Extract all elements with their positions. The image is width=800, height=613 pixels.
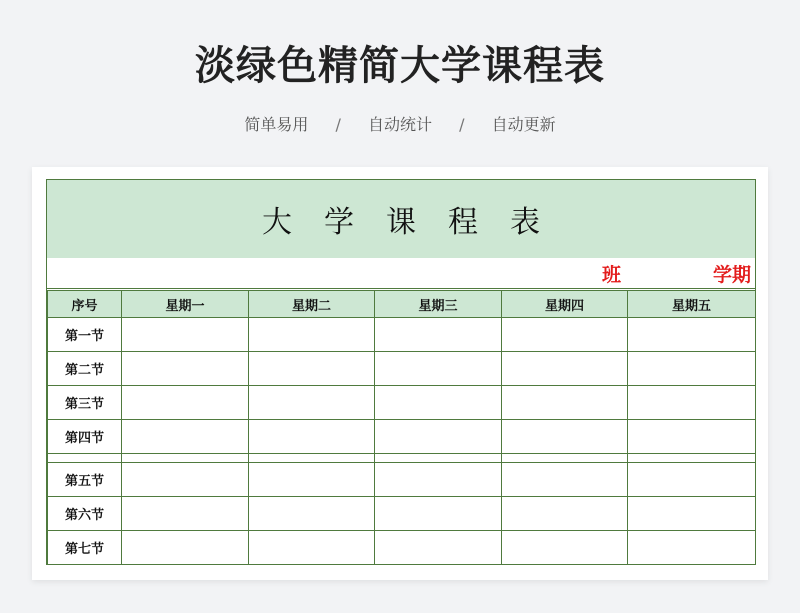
- schedule-cell[interactable]: [249, 318, 375, 352]
- schedule-cell[interactable]: [122, 420, 249, 454]
- col-header-index: 序号: [48, 291, 122, 318]
- schedule-cell[interactable]: [375, 352, 502, 386]
- feature-auto-stats: 自动统计: [367, 115, 432, 134]
- break-cell: [122, 454, 249, 463]
- schedule-cell[interactable]: [628, 386, 756, 420]
- schedule-cell[interactable]: [122, 497, 249, 531]
- schedule-cell[interactable]: [628, 352, 756, 386]
- header-row: [48, 291, 756, 318]
- schedule-cell[interactable]: [502, 386, 628, 420]
- schedule-cell[interactable]: [122, 318, 249, 352]
- schedule-cell[interactable]: [122, 386, 249, 420]
- schedule-cell[interactable]: [502, 463, 628, 497]
- break-cell: [375, 454, 502, 463]
- break-cell: [249, 454, 375, 463]
- period-label: 第三节: [48, 386, 122, 420]
- period-label: 第七节: [48, 531, 122, 565]
- feature-subtitle: [0, 112, 800, 135]
- schedule-sheet: [46, 179, 756, 565]
- break-row: [48, 454, 756, 463]
- col-header-thursday: 星期四: [502, 291, 628, 318]
- schedule-cell[interactable]: [502, 318, 628, 352]
- schedule-cell[interactable]: [375, 531, 502, 565]
- table-row: [48, 463, 756, 497]
- period-label: 第六节: [48, 497, 122, 531]
- schedule-cell[interactable]: [502, 497, 628, 531]
- schedule-cell[interactable]: [375, 463, 502, 497]
- sheet-title: 大学课程表: [262, 205, 572, 240]
- period-label: 第二节: [48, 352, 122, 386]
- schedule-cell[interactable]: [375, 497, 502, 531]
- schedule-cell[interactable]: [375, 420, 502, 454]
- spreadsheet-preview: [32, 167, 768, 580]
- period-label: 第一节: [48, 318, 122, 352]
- schedule-table: [47, 291, 756, 565]
- schedule-cell[interactable]: [249, 352, 375, 386]
- sheet-header: [47, 179, 755, 258]
- schedule-cell[interactable]: [249, 531, 375, 565]
- feature-easy: 简单易用: [244, 115, 309, 134]
- table-row: [48, 497, 756, 531]
- col-header-tuesday: 星期二: [249, 291, 375, 318]
- schedule-cell[interactable]: [502, 531, 628, 565]
- schedule-cell[interactable]: [628, 318, 756, 352]
- schedule-cell[interactable]: [249, 497, 375, 531]
- schedule-cell[interactable]: [628, 420, 756, 454]
- schedule-cell[interactable]: [375, 386, 502, 420]
- class-label: 班: [602, 264, 622, 286]
- schedule-cell[interactable]: [375, 318, 502, 352]
- table-row: [48, 531, 756, 565]
- page-title: 淡绿色精简大学课程表: [195, 43, 605, 89]
- feature-auto-update: 自动更新: [491, 115, 556, 134]
- schedule-cell[interactable]: [628, 531, 756, 565]
- period-label: 第五节: [48, 463, 122, 497]
- schedule-cell[interactable]: [628, 463, 756, 497]
- col-header-wednesday: 星期三: [375, 291, 502, 318]
- schedule-cell[interactable]: [122, 463, 249, 497]
- break-cell: [502, 454, 628, 463]
- schedule-cell[interactable]: [628, 497, 756, 531]
- schedule-cell[interactable]: [122, 352, 249, 386]
- break-cell: [628, 454, 756, 463]
- schedule-cell[interactable]: [122, 531, 249, 565]
- table-row: [48, 420, 756, 454]
- separator: /: [335, 115, 341, 134]
- break-cell: [48, 454, 122, 463]
- table-row: [48, 386, 756, 420]
- term-label: 学期: [712, 264, 751, 286]
- period-label: 第四节: [48, 420, 122, 454]
- table-row: [48, 318, 756, 352]
- schedule-cell[interactable]: [249, 463, 375, 497]
- schedule-cell[interactable]: [502, 420, 628, 454]
- table-row: [48, 352, 756, 386]
- schedule-cell[interactable]: [502, 352, 628, 386]
- schedule-cell[interactable]: [249, 420, 375, 454]
- col-header-friday: 星期五: [628, 291, 756, 318]
- class-term-row: [47, 258, 755, 291]
- col-header-monday: 星期一: [122, 291, 249, 318]
- schedule-cell[interactable]: [249, 386, 375, 420]
- separator: /: [459, 115, 465, 134]
